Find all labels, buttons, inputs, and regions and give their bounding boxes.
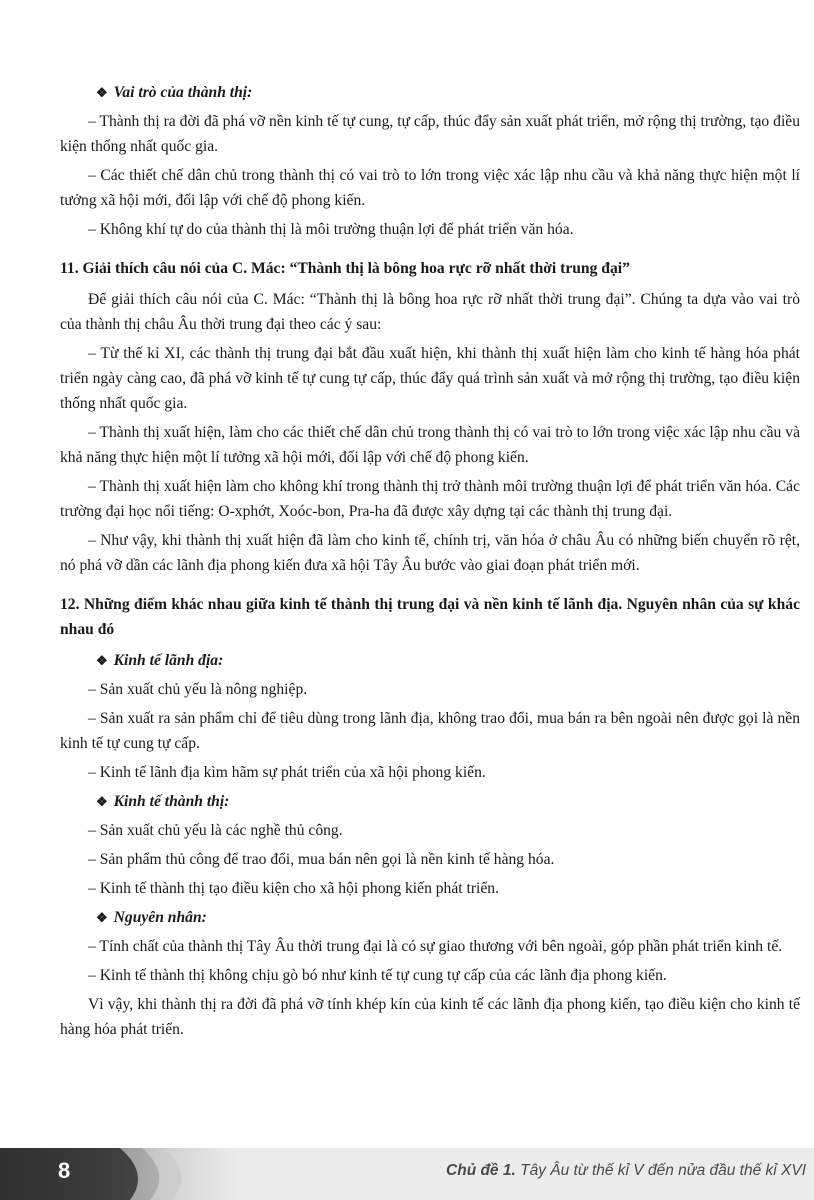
page-content — [60, 80, 800, 1046]
subheading-vai-tro: ❖ Vai trò của thành thị: — [96, 84, 253, 101]
paragraph: – Sản phẩm thủ công để trao đổi, mua bán nên gọi là nền kinh tế hàng hóa. — [88, 851, 555, 868]
page-number: 8 — [58, 1158, 71, 1183]
running-title — [446, 1162, 806, 1180]
paragraph: – Sản xuất chủ yếu là các nghề thủ công. — [88, 822, 343, 839]
subheading-kinh-te-thanh-thi: ❖ Kinh tế thành thị: — [96, 793, 230, 810]
subheading-nguyen-nhan: ❖ Nguyên nhân: — [96, 909, 207, 926]
paragraph: Để giải thích câu nói của C. Mác: “Thành thị là bông hoa rực rỡ nhất thời trung đại”. Chúng ta dựa vào vai trò của thành thị châu Âu thời trung đại theo các ý sau: — [60, 291, 800, 333]
paragraph: – Các thiết chế dân chủ trong thành thị có vai trò to lớn trong việc xác lập nhu cầu và khả năng thực hiện một lí tưởng xã hội mới, đối lập với chế độ phong kiến. — [60, 167, 800, 209]
paragraph: – Thành thị xuất hiện làm cho không khí trong thành thị trở thành môi trường thuận lợi để phát triển văn hóa. Các trường đại học nổi tiếng: O-xphớt, Xoóc-bon, Pra-ha đã được xây dựng tại các thành thị trung đại. — [60, 478, 800, 520]
diamond-bullet-icon: ❖ — [96, 85, 108, 100]
paragraph: – Kinh tế lãnh địa kìm hãm sự phát triển của xã hội phong kiến. — [88, 764, 486, 781]
page-footer — [0, 1148, 814, 1200]
footer-swoosh-decoration — [0, 1148, 220, 1200]
diamond-bullet-icon: ❖ — [96, 910, 108, 925]
conclusion-paragraph: Vì vậy, khi thành thị ra đời đã phá vỡ tính khép kín của kinh tế các lãnh địa phong kiến, tạo điều kiện cho kinh tế hàng hóa phát triển. — [60, 996, 800, 1038]
paragraph: – Từ thế kỉ XI, các thành thị trung đại bắt đầu xuất hiện, khi thành thị xuất hiện làm cho kinh tế hàng hóa phát triển ngày càng cao, đã phá vỡ kinh tế tự cung tự cấp, thúc đẩy quá trình sản xuất và mở rộng thị trường, tạo điều kiện thống nhất quốc gia. — [60, 345, 800, 412]
topic-label: Chủ đề 1. — [446, 1162, 516, 1179]
paragraph: – Thành thị xuất hiện, làm cho các thiết chế dân chủ trong thành thị có vai trò to lớn trong việc xác lập nhu cầu và khả năng thực hiện một lí tưởng xã hội mới, đối lập với chế độ phong kiến. — [60, 424, 800, 466]
paragraph: – Kinh tế thành thị tạo điều kiện cho xã hội phong kiến phát triển. — [88, 880, 499, 897]
topic-title: Tây Âu từ thế kỉ V đến nửa đầu thế kỉ XVI — [520, 1162, 806, 1179]
paragraph: – Sản xuất chủ yếu là nông nghiệp. — [88, 681, 308, 698]
question-12-heading: 12. Những điểm khác nhau giữa kinh tế thành thị trung đại và nền kinh tế lãnh địa. Nguyên nhân của sự khác nhau đó — [60, 596, 800, 638]
paragraph: – Kinh tế thành thị không chịu gò bó như kinh tế tự cung tự cấp của các lãnh địa phong kiến. — [88, 967, 667, 984]
subheading-kinh-te-lanh-dia: ❖ Kinh tế lãnh địa: — [96, 652, 224, 669]
diamond-bullet-icon: ❖ — [96, 653, 108, 668]
paragraph: – Sản xuất ra sản phẩm chỉ để tiêu dùng trong lãnh địa, không trao đổi, mua bán ra bên ngoài nên được gọi là nền kinh tế tự cung tự cấp. — [60, 710, 800, 752]
paragraph: – Thành thị ra đời đã phá vỡ nền kinh tế tự cung, tự cấp, thúc đẩy sản xuất phát triển, mở rộng thị trường, tạo điều kiện thống nhất quốc gia. — [60, 113, 800, 155]
paragraph: – Như vậy, khi thành thị xuất hiện đã làm cho kinh tế, chính trị, văn hóa ở châu Âu có những biến chuyển rõ rệt, nó phá vỡ dần các lãnh địa phong kiến đưa xã hội Tây Âu bước vào giai đoạn phát triển mới. — [60, 532, 800, 574]
diamond-bullet-icon: ❖ — [96, 794, 108, 809]
paragraph: – Tính chất của thành thị Tây Âu thời trung đại là có sự giao thương với bên ngoài, góp phần phát triển kinh tế. — [88, 938, 783, 955]
question-11-heading: 11. Giải thích câu nói của C. Mác: “Thành thị là bông hoa rực rỡ nhất thời trung đại” — [60, 260, 630, 277]
paragraph: – Không khí tự do của thành thị là môi trường thuận lợi để phát triển văn hóa. — [88, 221, 574, 238]
